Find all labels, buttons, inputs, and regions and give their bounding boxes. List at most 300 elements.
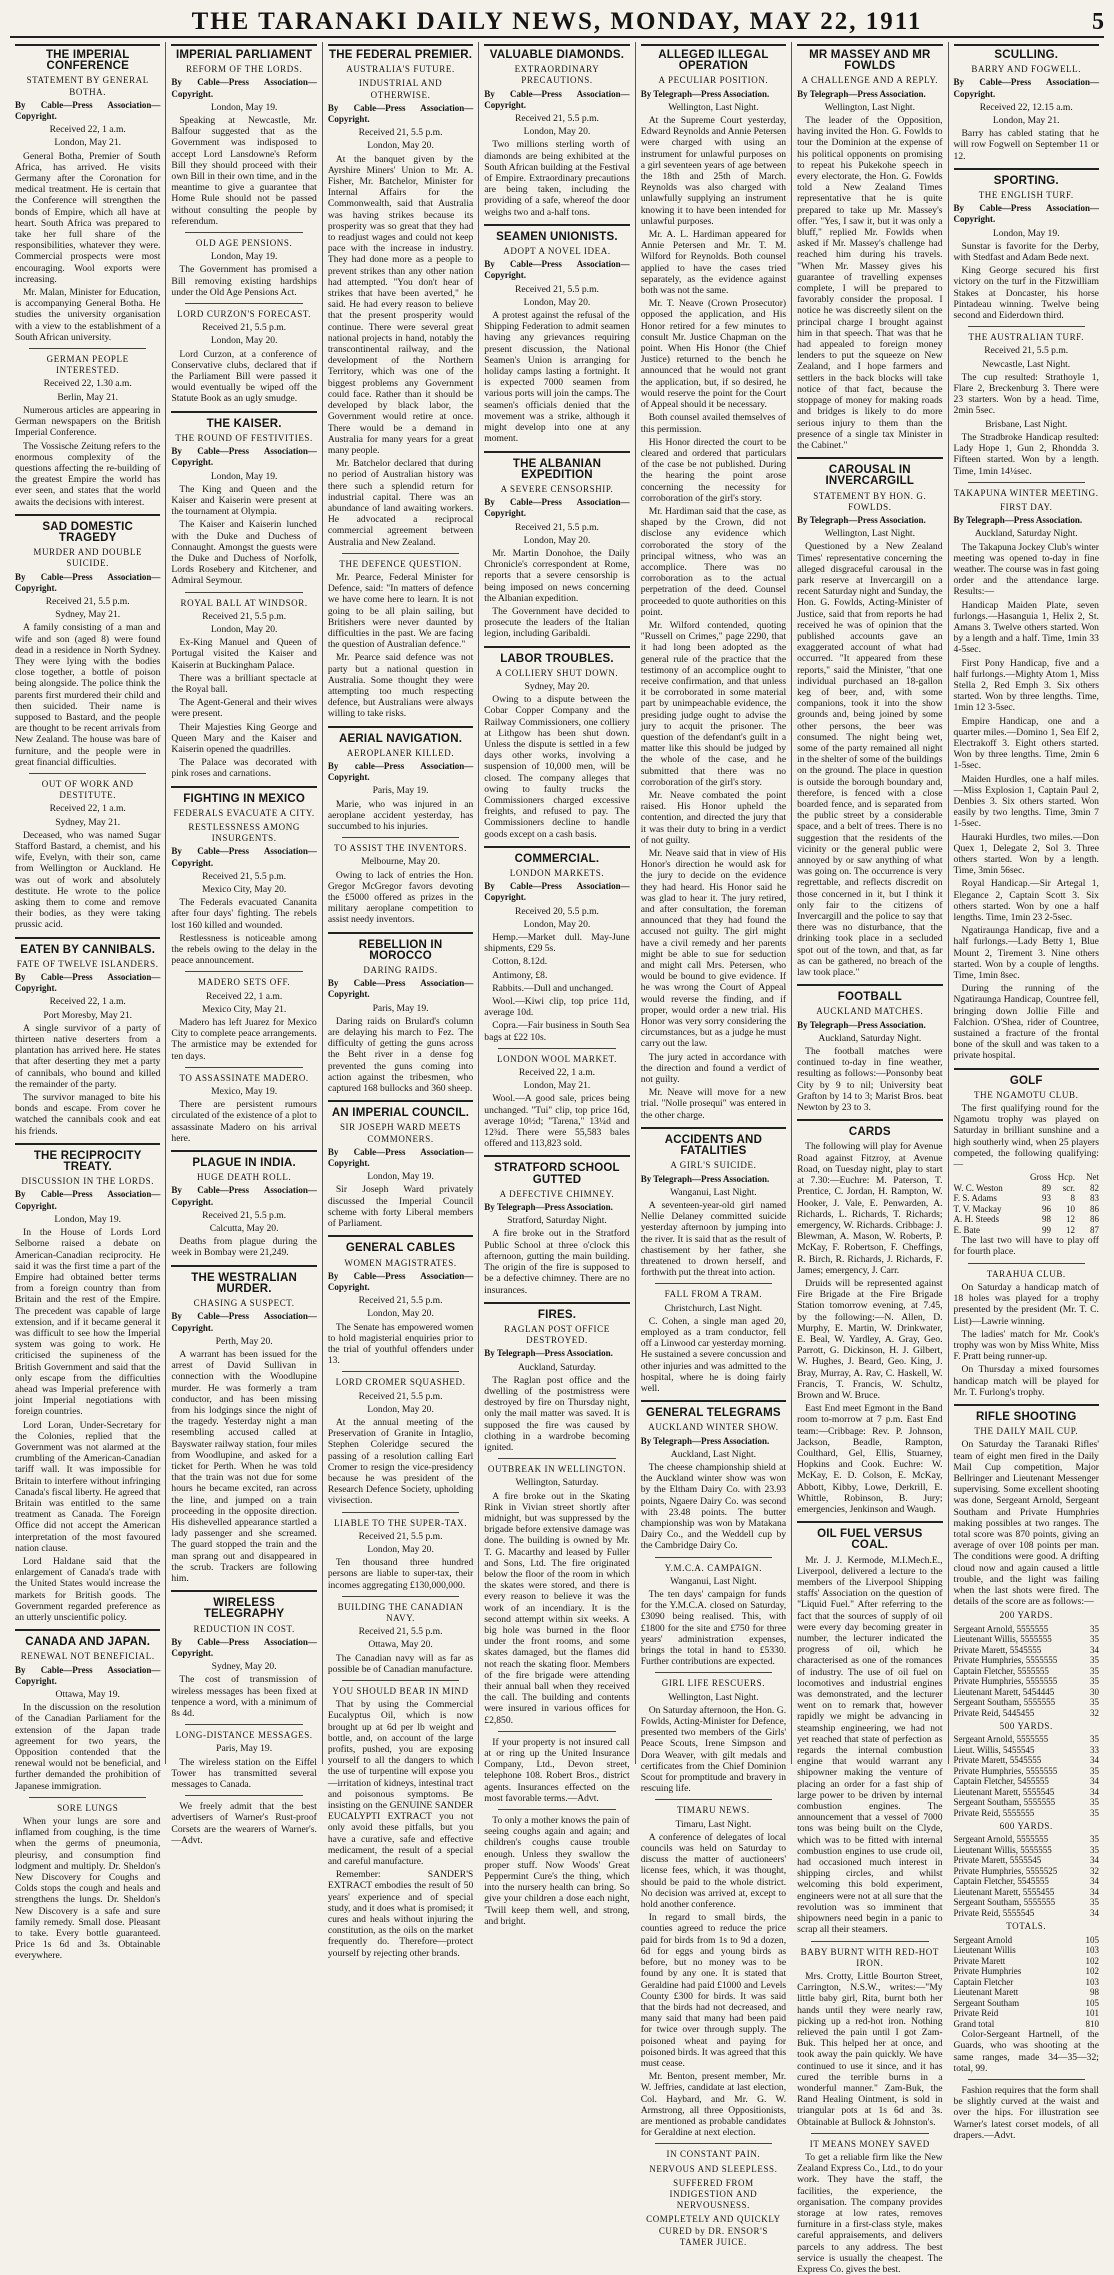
dateline: Wanganui, Last Night. xyxy=(670,1186,757,1198)
section-divider xyxy=(797,457,942,459)
section-divider xyxy=(641,1400,786,1402)
results-cell: F. S. Adams xyxy=(953,1193,997,1204)
section-divider xyxy=(15,514,160,516)
results-cell: 35 xyxy=(1089,1807,1099,1818)
article-paragraph: Wool.—Kiwi clip, top price 11d, average 10d. xyxy=(484,996,630,1019)
article-subheading: RAGLAN POST OFFICE DESTROYED. xyxy=(504,1323,610,1346)
section-divider xyxy=(328,1235,473,1237)
results-cell: 34 xyxy=(1089,1876,1099,1887)
article-paragraph: The Agent-General and their wives were present. xyxy=(171,697,317,720)
article-subheading: Y.M.C.A. CAMPAIGN. xyxy=(664,1562,763,1573)
article-paragraph: Mr. Neave will move for a new trial. "Nolle prosequi" was entered in the other charge. xyxy=(640,1087,787,1121)
results-cell: E. Bate xyxy=(953,1224,981,1235)
results-row xyxy=(954,1908,1099,1919)
article-paragraph: The last two will have to play off for fourth place. xyxy=(953,1235,1099,1258)
results-cell: Sergeant Southam xyxy=(953,1997,1020,2008)
results-cell: Sergeant Southam, 5555555 xyxy=(953,1897,1056,1908)
wire-credit: By Cable—Press Association—Copyright. xyxy=(953,77,1099,99)
article-paragraph: We freely admit that the best advertisers of Warner's Rust-proof Corsets are the wearers of Warner's.—Advt. xyxy=(171,1801,317,1846)
article-paragraph: In the House of Lords Lord Selborne raised a debate on American-Canadian reciprocity. He said it was the first time a part of the Empire had obtained better terms from a foreign country than from Britain and the rest of the Empire. The precedent was capable of large extension, and if it became general it was difficult to see how the Imperial system was going to work. He criticised the supineness of the British Government and said that the only escape from the difficulties ahead was Imperial preference with joint Imperial negotiations with foreign countries. xyxy=(15,1227,161,1418)
results-cell: 33 xyxy=(1089,1744,1099,1755)
article-subheading: 600 YARDS. xyxy=(999,1821,1053,1832)
results-cell: 35 xyxy=(1089,1676,1099,1687)
results-cell: 35 xyxy=(1089,1765,1099,1776)
section-divider xyxy=(484,1302,629,1304)
section-divider xyxy=(484,451,629,453)
dateline: Paris, May 19. xyxy=(216,1743,273,1755)
article-paragraph: To only a mother knows the pain of seeing coughs again and again; and children's coughs cause trouble enough. Unless they swallow the proper stuff. Now Woods' Great Peppermint Cure's the thing, which into the nursery health can bring. So give your children a dose each night, 'Twill keep them well, and strong, and bright. xyxy=(484,1815,630,1927)
results-cell: Grand total xyxy=(953,2018,995,2029)
dateline: Sydney, May 21. xyxy=(55,816,121,828)
dateline: Received 22, 1 a.m. xyxy=(49,124,126,136)
column-2 xyxy=(166,42,322,1846)
results-cell: Captain Fletcher, 5455555 xyxy=(953,1776,1049,1787)
results-row xyxy=(954,1977,1099,1988)
article-subheading: A DEFECTIVE CHIMNEY. xyxy=(499,1188,615,1199)
results-cell: 12 xyxy=(1065,1224,1075,1235)
article-paragraph: Ex-King Manuel and Queen of Portugal visited the Kaiser and Kaiserin at Buckingham Palace. xyxy=(171,637,317,671)
short-rule xyxy=(811,1941,928,1942)
article-subheading: OUT OF WORK AND DESTITUTE. xyxy=(41,778,134,801)
results-row xyxy=(954,1797,1099,1808)
results-cell: Lieutenant Marett, 5454445 xyxy=(953,1686,1055,1697)
article-headline: OIL FUEL VERSUS COAL. xyxy=(817,1528,923,1552)
wire-credit: By Telegraph—Press Association. xyxy=(640,88,770,99)
article-paragraph: The Raglan post office and the dwelling of the postmistress were destroyed by fire on Thursday night, only the mail matter was saved. It is supposed the fire was caused by clothing in a wardrobe becoming ignited. xyxy=(484,1374,630,1453)
article-paragraph: Their Majesties King George and Queen Mary and the Kaiser and Kaiserin opened the quadrilles. xyxy=(171,721,317,755)
article-subheading: GIRL LIFE RESCUERS. xyxy=(661,1678,766,1689)
article-subheading: SUFFERED FROM INDIGESTION AND NERVOUSNESS. xyxy=(669,2177,758,2211)
results-row xyxy=(954,1834,1099,1845)
results-cell: 35 xyxy=(1089,1655,1099,1666)
wire-credit: By Telegraph—Press Association. xyxy=(797,88,926,99)
article-paragraph: In regard to small birds, the counties agreed to reduce the price paid for birds from 1s to 9d a dozen, 6d for eggs and young birds as before, but no money was to be found by any one. It is stated that Geraldine had paid £1000 and Levels County £300 for birds. It was said that the birds had not decreased, and many said that many had been paid for twice over through supply. The poisoned wheat and paying for poisoned birds. It was agreed that this must cease. xyxy=(640,1912,787,2069)
results-cell: 105 xyxy=(1085,1934,1099,1945)
article-paragraph: Marie, who was injured in an aeroplane accident yesterday, has succumbed to his injuries. xyxy=(327,798,474,832)
article-paragraph: The Federals evacuated Cananita after four days' fighting. The rebels lost 160 killed and wounded. xyxy=(171,897,317,931)
article-paragraph: Daring raids on Brulard's column are delaying his march to Fez. The difficulty of getting the guns across the Beht river in a dense fog prevented the guns coming into action against the tribesmen, who captured 168 bullocks and 360 sheep. xyxy=(327,1015,474,1095)
article-paragraph: In the discussion on the resolution of the Canadian Parliament for the extension of the Japan trade agreement for two years, the Opposition contended that the renewal would not be beneficial, and further demanded the prohibition of Japanese immigration. xyxy=(15,1702,161,1792)
article-paragraph: At the Supreme Court yesterday, Edward Reynolds and Annie Petersen were charged with using an instrument for unlawful purposes on a girl seventeen years of age between the 18th and 25th of March. Reynolds was also charged with unlawfully supplying an instrument knowing it to have been intended for unlawful purposes. xyxy=(640,115,787,227)
column-6 xyxy=(792,42,948,2275)
article-headline: ACCIDENTS AND FATALITIES xyxy=(664,1133,763,1158)
dateline: Wellington, Last Night. xyxy=(668,101,759,113)
dateline: Received 21, 5.5 p.m. xyxy=(45,595,130,607)
dateline: Received 22, 12.15 a.m. xyxy=(979,101,1073,113)
results-cell: 89 xyxy=(1041,1182,1051,1193)
results-cell: Private Reid, 5445455 xyxy=(953,1707,1035,1718)
article-subheading: TAKAPUNA WINTER MEETING. xyxy=(953,487,1099,498)
article-paragraph: King George secured his first victory on the turf in the Fitzwilliam Stakes at Doncaster, his horse Pintadeau winning. Twelve being second and Eiderdown third. xyxy=(953,265,1099,322)
wire-credit: By Telegraph—Press Association. xyxy=(640,1435,770,1446)
results-row xyxy=(954,1897,1099,1908)
article-paragraph: The ten days' campaign for funds for the Y.M.C.A. closed on Saturday, £3090 being realised. This, with £1800 for the site and £750 for three years' administration expenses, brings the total in hand to £5330. Further contributions are expected. xyxy=(640,1589,787,1668)
article-paragraph: Hauraki Hurdles, two miles.—Don Quex 1, Delegate 2, Sol 3. Three others started. Won by a length. Time, 3min 56sec. xyxy=(953,831,1099,877)
dateline: Wanganui, Last Night. xyxy=(670,1575,757,1587)
short-rule xyxy=(655,1799,772,1800)
article-headline: THE FEDERAL PREMIER. xyxy=(328,44,473,61)
results-cell: Sergeant Southam, 5555555 xyxy=(953,1697,1056,1708)
section-divider xyxy=(171,1265,316,1267)
article-subheading: NERVOUS AND SLEEPLESS. xyxy=(649,2163,778,2174)
wire-credit: By Cable—Press Association—Copyright. xyxy=(484,259,630,281)
dateline: Christchurch, Last Night. xyxy=(664,1302,763,1314)
article-paragraph: Mr. Benton, present member, Mr. W. Jeffries, candidate at last election, Col. Haybard, and Mr. G. W. Armstrong, all three Oppositionists, are mentioned as probable candidates for Geraldine at next election. xyxy=(640,2071,787,2139)
short-rule xyxy=(342,1371,459,1372)
results-cell: 35 xyxy=(1089,1697,1099,1708)
results-cell: 35 xyxy=(1089,1623,1099,1634)
article-subheading: REDUCTION IN COST. xyxy=(193,1623,295,1634)
article-subheading: AUCKLAND WINTER SHOW. xyxy=(648,1422,779,1433)
section-divider xyxy=(954,1404,1099,1406)
results-row xyxy=(954,1183,1099,1194)
wire-credit: By Cable—Press Association—Copyright. xyxy=(15,1189,161,1211)
results-table xyxy=(954,1834,1099,1918)
article-paragraph: The Palace was decorated with pink roses and carnations. xyxy=(171,757,317,780)
short-rule xyxy=(342,1680,459,1681)
dateline: London, May 19. xyxy=(210,251,278,263)
article-paragraph: Mr. J. J. Kermode, M.I.Mech.E., Liverpool, delivered a lecture to the members of the Liverpool Shipping staffs' Association on the question of "Liquid Fuel." After referring to the fact that the sources of supply of oil were every day becoming greater in number, the lecturer indicated the progress of oil, which he characterised as one of the romances of industry. The use of oil fuel on locomotives and industrial engines was demonstrated, and the lecturer went on to remark that, however rapidly we might be advancing in steamship engineering, we had not yet reached that state of perfection as regards the internal combustion engine that would warrant any shipowner making the venture of placing an order for a fast ship of large power to be driven by internal combustion engines. The announcement that a vessel of 7000 tons was being built on the Clyde, which was to be fitted with internal combustion engines to use crude oil, had occasioned much interest in shipping circles, and whilst welcoming this bold experiment, engineers were not at all sure that the revolution was so imminent that shipowners need begin in a panic to scrap all their steamers. xyxy=(797,1554,943,1936)
short-rule xyxy=(655,1672,772,1673)
article-subheading: A COLLIERY SHUT DOWN. xyxy=(495,667,619,678)
dateline: Wellington, Saturday. xyxy=(515,1477,599,1489)
results-cell: 103 xyxy=(1085,1976,1099,1987)
dateline: London, May 21. xyxy=(992,115,1060,127)
wire-credit: By Telegraph—Press Association. xyxy=(484,1202,613,1213)
short-rule xyxy=(29,348,146,349)
article-paragraph: The following will play for Avenue Road against Fitzroy, at Avenue Road, on Tuesday night, play to start at 7.30:—Euchre: M. Paterson, T. Prentice, C. Jordan, H. Rampton, W. Hooker, J. Vale, E. Penwarden, A. Richards, L. Richards, T. Richards; emergency, W. Richards. Cribbage: J. Blewman, A. Mason, W. Roberts, P. McKay, F. Robertson, F. Cheffings, R. Birch, R. Richards, J. Richards, F. James; emergency, J. Carr. xyxy=(797,1141,943,1276)
wire-credit: By Cable—Press Association—Copyright. xyxy=(171,1311,317,1333)
article-paragraph: The Stradbroke Handicap resulted: Lady Hope 1, Gun 2, Rhondda 3. Fifteen started. Won by a length. Time, 1min 14¼sec. xyxy=(953,431,1099,477)
article-paragraph: That by using the Commercial Eucalyptus Oil, which is now brought up at 6d per lb weight and bottle, and, on account of the large profits, pushed, you are exposing yourself to all the dangers to which the use of turpentine will expose you—irritation of kidneys, intestinal tract and poisonous symptoms. Be insisting on the GENUINE SANDER EUCALYPTI EXTRACT you not only avoid these pitfalls, but you have a curative, safe and effective medicament, the result of a special and careful manufacture. xyxy=(327,1699,474,1868)
dateline: Received 21, 5.5 p.m. xyxy=(515,113,599,125)
short-rule xyxy=(655,1283,772,1284)
article-subheading: TO ASSIST THE INVENTORS. xyxy=(334,843,467,854)
article-paragraph: Deceased, who was named Sugar Stafford Bastard, a chemist, and his wife, Evelyn, with their son, came from Wellington or Auckland. He was out of work and absolutely destitute. He wrote to the police asking them to come and remove their bodies, as they were taking prussic acid. xyxy=(15,829,161,931)
article-paragraph: First Pony Handicap, five and a half furlongs.—Mighty Atom 1, Miss Stella 2, Red Emph 3. Six others started. Won by three lengths. Time, 1min 12 3-5sec. xyxy=(953,657,1099,714)
article-headline: THE WESTRALIAN MURDER. xyxy=(191,1271,297,1295)
article-paragraph: Madero has left Juarez for Mexico City to complete peace arrangements. The armistice may be extended for ten days. xyxy=(171,1017,317,1062)
article-subheading: OLD AGE PENSIONS. xyxy=(195,238,293,249)
results-cell: Private Marett, 5545555 xyxy=(953,1755,1042,1766)
article-subheading: HUGE DEATH ROLL. xyxy=(196,1172,292,1183)
article-headline: CANADA AND JAPAN. xyxy=(25,1636,151,1649)
article-headline: SCULLING. xyxy=(954,44,1099,61)
section-divider xyxy=(484,846,629,848)
dateline: Sydney, May 21. xyxy=(55,609,121,621)
results-row xyxy=(954,1845,1099,1856)
results-table xyxy=(954,1624,1099,1719)
article-paragraph: The football matches were continued to-day in fine weather, resulting as follows:—Ponsonby beat City by 9 to nil; University beat Grafton by 14 to 3; Marist Bros. beat Newton by 23 to 3. xyxy=(797,1046,943,1114)
results-row xyxy=(954,1755,1099,1766)
results-cell: 86 xyxy=(1089,1214,1099,1225)
article-paragraph: A fire broke out in the Skating Rink in Vivian street shortly after midnight, but was suppressed by the brigade before extensive damage was done. The building is owned by Mr. T. G. Macarthy and leased by Fuller and Sons, Ltd. The fire originated below the floor of the room in which the skates were stored, and there is every reason to believe it was the work of an incendiary. It is the second attempt within six weeks. A big hole was burned in the floor under the front rooms, and some skates damaged, but the flames did not reach the skating floor. Members of the fire brigade were attending their annual ball when they received the call. The building and contents were insured in various offices for £2,850. xyxy=(484,1490,630,1726)
results-cell: T. V. Mackay xyxy=(953,1203,1002,1214)
article-headline: GENERAL TELEGRAMS xyxy=(645,1407,781,1420)
dateline: Berlin, May 21. xyxy=(57,391,119,403)
article-paragraph: Mr. A. L. Hardiman appeared for Annie Petersen and Mr. T. M. Wilford for Reynolds. Both counsel applied to have the cases tried separately, as the evidence against both was not the same. xyxy=(640,229,787,297)
wire-credit: By Telegraph—Press Association. xyxy=(640,1173,770,1184)
page-number: 5 xyxy=(1092,9,1104,35)
article-paragraph: The Government has promised a Bill removing existing hardships under the Old Age Pensions Act. xyxy=(171,264,317,298)
wire-credit: By Cable—Press Association—Copyright. xyxy=(15,1664,161,1686)
section-divider xyxy=(171,411,316,413)
short-rule xyxy=(185,1795,302,1796)
short-rule xyxy=(342,553,459,554)
dateline: London, May 19. xyxy=(992,227,1060,239)
results-cell: Private Humphries, 5555525 xyxy=(953,1865,1058,1876)
column-4 xyxy=(479,42,635,1927)
article-subheading: THE ENGLISH TURF. xyxy=(978,190,1074,201)
results-row xyxy=(954,1225,1099,1236)
dateline: Stratford, Saturday Night. xyxy=(507,1215,607,1227)
dateline: Wellington, Last Night. xyxy=(824,528,915,540)
dateline: Sydney, May 20. xyxy=(211,1661,277,1673)
article-paragraph: His Honor directed the court to be cleared and ordered that particulars of the case be not published. During the hearing the point arose concerning the necessity for corroboration of the girl's story. xyxy=(640,436,787,504)
dateline: Received 21, 5.5 p.m. xyxy=(515,521,599,533)
article-paragraph: There was a brilliant spectacle at the Royal ball. xyxy=(171,672,317,695)
results-cell: 35 xyxy=(1089,1634,1099,1645)
article-paragraph: To get a reliable firm like the New Zealand Express Co., Ltd., to do your work. They have the staff, the facilities, the experience, the organisation. The company provides storage at low rates, removes furniture in a first-class style, makes careful appraisements, and delivers parcels to any address. The best service is usually the cheapest. The Express Co. gives the best. xyxy=(797,2151,943,2275)
article-paragraph: A fire broke out in the Stratford Public School at three o'clock this afternoon, gutting the main building. The origin of the fire is supposed to be a defective chimney. There are no insurances. xyxy=(484,1228,630,1296)
article-headline: GOLF xyxy=(1009,1074,1043,1087)
wire-credit: By Cable—Press Association—Copyright. xyxy=(327,1146,474,1169)
wire-credit: By Cable—Press Association—Copyright. xyxy=(484,88,630,110)
article-subheading: OUTBREAK IN WELLINGTON. xyxy=(487,1464,627,1475)
article-paragraph: Restlessness is noticeable among the rebels owing to the delay in the peace announcement. xyxy=(171,932,317,967)
section-divider xyxy=(797,984,942,986)
article-subheading: AUCKLAND MATCHES. xyxy=(816,1006,924,1017)
results-cell: 82 xyxy=(1089,1182,1099,1193)
short-rule xyxy=(185,1724,302,1725)
article-subheading: BUILDING THE CANADIAN NAVY. xyxy=(337,1601,464,1623)
results-cell: 93 xyxy=(1041,1193,1051,1204)
article-headline: CAROUSAL IN INVERCARGILL xyxy=(825,464,915,488)
dateline: Paris, May 19. xyxy=(372,785,429,797)
dateline: London, May 19. xyxy=(210,101,278,113)
article-subheading: RESTLESSNESS AMONG INSURGENTS. xyxy=(188,821,300,844)
results-table xyxy=(954,1935,1099,2030)
results-cell: 34 xyxy=(1089,1776,1099,1787)
results-cell: 98 xyxy=(1089,1987,1099,1998)
dateline: London, May 20. xyxy=(367,140,434,152)
wire-credit: By Cable—Press Association—Copyright. xyxy=(953,203,1099,225)
article-headline: IMPERIAL PARLIAMENT xyxy=(171,44,316,61)
column-7 xyxy=(949,42,1104,2141)
section-divider xyxy=(328,1100,473,1102)
dateline: Received 21, 5.5 p.m. xyxy=(984,345,1069,357)
short-rule xyxy=(498,1458,615,1459)
results-cell: 34 xyxy=(1089,1755,1099,1766)
dateline: Received 20, 5.5 p.m. xyxy=(515,905,599,917)
wire-credit: By Telegraph—Press Association. xyxy=(797,514,926,525)
dateline: Wellington, Last Night. xyxy=(668,1691,759,1703)
article-paragraph: Mrs. Crotty, Little Bourton Street, Carrington, N.S.W., writes:—"My little baby girl, Rita, burnt both her hands until they were nearly raw, picking up a red-hot iron. Nothing relieved the pain until I got Zam-Buk. This helped her at once, and took away the pain quickly. We have continued to use it since, and it has cured the terrible burns in a wonderful manner." Zam-Buk, the Rand Healing Ointment, is sold in triangular pots at 1s 6d and 3s. Obtainable at Bullock & Johnston's. xyxy=(797,1970,943,2128)
article-paragraph: Handicap Maiden Plate, seven furlongs.—Hasanguia 1, Helix 2, St. Amans 3. Twelve others started. Won by a length and a half. Time, 1min 33 4-5sec. xyxy=(953,599,1099,656)
article-paragraph: Royal Handicap.—Sir Artegal 1, Elegance 2, Captain Scott 3. Six others started. Won by one a half lengths. Time, 1min 23 2-5sec. xyxy=(953,878,1099,924)
wire-credit: By Telegraph—Press Association. xyxy=(484,1348,613,1359)
short-rule xyxy=(342,1512,459,1513)
results-cell: Private Humphries xyxy=(953,1966,1022,1977)
article-subheading: TIMARU NEWS. xyxy=(677,1805,750,1816)
results-cell: 30 xyxy=(1089,1686,1099,1697)
article-headline: STRATFORD SCHOOL GUTTED xyxy=(494,1162,620,1186)
results-cell: Sergeant Arnold, 5555555 xyxy=(953,1623,1049,1634)
results-cell: 32 xyxy=(1089,1865,1099,1876)
article-subheading: THE NGAMOTU CLUB. xyxy=(974,1089,1079,1100)
dateline: Mexico, May 19. xyxy=(211,1086,278,1098)
dateline: Received 22, 1 a.m. xyxy=(518,1067,596,1079)
dateline: Mexico City, May 21. xyxy=(201,1003,287,1015)
article-subheading: GERMAN PEOPLE INTERESTED. xyxy=(46,354,129,376)
dateline: Received 21, 5.5 p.m. xyxy=(515,283,599,295)
article-subheading: DISCUSSION IN THE LORDS. xyxy=(21,1176,155,1187)
dateline: London, May 20. xyxy=(523,126,591,138)
article-headline: FIRES. xyxy=(537,1308,577,1321)
article-headline: RIFLE SHOOTING xyxy=(975,1410,1077,1423)
article-paragraph: Wool.—A good sale, prices being unchanged. "Tui" clip, top price 16d, average 10½d; "Tarena," 13¼d and 12¾d. There were 55,583 bales offered and 113,823 sold. xyxy=(484,1093,630,1150)
article-paragraph: Deaths from plague during the week in Bombay were 21,249. xyxy=(171,1236,317,1259)
short-rule xyxy=(498,1731,615,1732)
article-paragraph: Numerous articles are appearing in German newspapers on the British Imperial Conference. xyxy=(15,404,161,439)
article-headline: GENERAL CABLES xyxy=(345,1242,456,1255)
article-headline: CARDS xyxy=(848,1126,891,1139)
results-cell: Net xyxy=(1085,1172,1099,1183)
wire-credit: By Cable—Press Association—Copyright. xyxy=(484,881,630,903)
dateline: London, May 20. xyxy=(367,1403,434,1415)
article-paragraph: The ladies' match for Mr. Cook's trophy was won by Miss White, Miss F. Pratt being runner-up. xyxy=(953,1328,1099,1363)
article-headline: VALUABLE DIAMONDS. xyxy=(484,44,629,61)
results-row xyxy=(954,1966,1099,1977)
article-paragraph: Sir Joseph Ward privately discussed the Imperial Council scheme with forty Liberal members of Parliament. xyxy=(327,1184,474,1230)
article-headline: REBELLION IN MOROCCO xyxy=(358,938,443,962)
dateline: London, May 20. xyxy=(210,335,278,347)
section-divider xyxy=(328,726,473,728)
wire-credit: By Cable—Press Association—Copyright. xyxy=(327,1270,474,1292)
dateline: Auckland, Last Night. xyxy=(670,1448,757,1460)
results-row xyxy=(954,1745,1099,1756)
dateline: Paris, May 19. xyxy=(372,1002,429,1014)
article-paragraph: Mr. Pearce, Federal Minister for Defence, said: "In matters of defence we have come here to learn. It is not going to be all plain sailing, but Britishers were never daunted by difficulties in the past. We are facing the question of Australian defence." xyxy=(327,571,474,651)
dateline: Received 21, 5.5 p.m. xyxy=(358,1530,443,1542)
results-cell: Private Reid, 5555545 xyxy=(953,1907,1035,1918)
article-paragraph: The wireless station on the Eiffel Tower has transmitted several messages to Canada. xyxy=(171,1756,317,1791)
article-paragraph: The Vossische Zeitung refers to the enormous complexity of the questions affecting the re-building of the greatest Empire the world has ever seen, and states that the world awaits the decisions with interest. xyxy=(15,440,161,508)
results-cell: W. C. Weston xyxy=(953,1182,1003,1193)
article-paragraph: Mr. Neave said that in view of His Honor's direction he would ask for the jury to decide on the evidence they had heard. His Honor said he was glad to hear it. The jury retired, and after consultation, the foreman announced that they had found the accused not guilty. The girl might have a civil remedy and her parents might be able to sue for seduction and might call Mrs. Petersen, who would be bound to give evidence. If he was wrong the Court of Appeal would reverse the finding, and if proper, would order a new trial. His Honor was very sorry considering the circumstances, but as a judge he must carry out the law. xyxy=(640,848,787,1050)
article-subheading: REFORM OF THE LORDS. xyxy=(185,64,303,75)
dateline: Received 21, 5.5 p.m. xyxy=(202,322,287,334)
results-cell: Private Marett, 5545555 xyxy=(953,1644,1042,1655)
article-paragraph: Lord Curzon, at a conference of Conservative clubs, declared that if the Parliament Bill were passed it would eventually be wiped off the Statute Book as an ugly smudge. xyxy=(171,348,317,405)
article-headline: SEAMEN UNIONISTS. xyxy=(496,230,618,243)
results-cell: Private Humphries, 5555555 xyxy=(953,1676,1058,1687)
article-paragraph: Mr. Malan, Minister for Education, is accompanying General Botha. He studies the university organisation with a view to the establishment of a South African university. xyxy=(15,287,161,343)
article-subheading: BARRY AND FOGWELL. xyxy=(971,64,1082,75)
results-row xyxy=(954,1887,1099,1898)
article-subheading: FIRST DAY. xyxy=(1000,501,1053,512)
article-subheading: THE DEFENCE QUESTION. xyxy=(339,558,462,569)
article-paragraph: Sunstar is favorite for the Derby, with Stedfast and Adam Bede next. xyxy=(953,240,1099,264)
wire-credit: By Telegraph—Press Association. xyxy=(797,1019,926,1030)
article-subheading: A PECULIAR POSITION. xyxy=(658,75,769,86)
results-cell: 810 xyxy=(1085,2018,1099,2029)
results-cell: Captain Fletcher, 5545555 xyxy=(953,1876,1049,1887)
article-subheading: EXTRAORDINARY PRECAUTIONS. xyxy=(514,64,600,86)
dateline: Newcastle, Last Night. xyxy=(982,358,1071,370)
short-rule xyxy=(968,326,1085,327)
results-row xyxy=(954,1876,1099,1887)
results-cell: 98 xyxy=(1041,1214,1051,1225)
dateline: London, May 20. xyxy=(367,1308,434,1320)
article-paragraph: A seventeen-year-old girl named Nellie Delaney committed suicide yesterday afternoon by jumping into the river. It is said that as the result of chastisement by her father, she threatened to drown herself, and forthwith put the threat into action. xyxy=(640,1199,787,1279)
article-paragraph: The cheese championship shield at the Auckland winter show was won by the Eltham Dairy Co. with 23.93 points, Ngaere Dairy Co. was second with 23.48 points. The butter championship was won by Matakana Dairy Co., and the Weddell cup by the Cambridge Dairy Co. xyxy=(640,1461,787,1552)
results-cell: 87 xyxy=(1089,1224,1099,1235)
dateline: Received 22, 1 a.m. xyxy=(49,996,126,1008)
article-paragraph: Lord Loran, Under-Secretary for the Colonies, replied that the Government was not alarmed at the crumbling of the American-Canadian tariff wall. It was impossible for Britain to interfere without infringing Canada's fiscal liberty. He agreed that Britain was entitled to the same treatment as Canada. The Foreign Office did not accept the American interpretation of the most favoured nation clause. xyxy=(15,1419,161,1554)
article-subheading: YOU SHOULD BEAR IN MIND xyxy=(332,1686,469,1696)
section-divider xyxy=(15,937,160,939)
wire-credit: By Cable—Press Association—Copyright. xyxy=(171,846,317,868)
article-paragraph: Mr. T. Neave (Crown Prosecutor) opposed the application, and His Honor retired for a few minutes to consult Mr. Justice Chapman on the point. When His Honor (the Chief Justice) returned to the bench he announced that he would not grant the application, but, if so desired, he would reserve the point for the Court of Appeal should it be necessary. xyxy=(640,298,787,411)
article-subheading: STATEMENT BY HON. G. FOWLDS. xyxy=(813,490,927,512)
wire-credit: By Cable—Press Association—Copyright. xyxy=(15,571,161,593)
wire-credit: By Cable—Press Association—Copyright. xyxy=(15,972,161,994)
results-row xyxy=(954,1998,1099,2009)
short-rule xyxy=(342,1596,459,1597)
article-paragraph: Owing to a dispute between the Cobar Copper Company and the Railway Commissioners, one colliery at Lithgow has been shut down. Unless the dispute is settled in a few days other works, involving a suspension of 10,000 men, will be closed. The company alleges that owing to faulty trucks the Commissioners charged excessive freights, and refused to pay. The Commissioners decline to handle goods except on a cash basis. xyxy=(484,694,630,840)
section-divider xyxy=(484,646,629,648)
results-row xyxy=(954,1634,1099,1645)
results-row xyxy=(954,1687,1099,1698)
results-row xyxy=(954,1172,1099,1183)
article-headline: EATEN BY CANNIBALS. xyxy=(20,943,156,956)
article-subheading: LONG-DISTANCE MESSAGES. xyxy=(175,1730,313,1741)
dateline: London, May 20. xyxy=(523,918,591,930)
article-paragraph: A family consisting of a man and wife and son (aged 8) were found dead in a residence in North Sydney. They were lying with the bodies close together, a bottle of poison being alongside. The police think the parents first murdered their child and then suicided. Their name is supposed to Bastard, and the people are thought to be recent arrivals from New Zealand. The house was bare of furniture, and the people were in great financial difficulties. xyxy=(15,622,161,768)
article-headline: WIRELESS TELEGRAPHY xyxy=(203,1597,285,1621)
results-cell: 105 xyxy=(1085,1997,1099,2008)
results-cell: 96 xyxy=(1041,1203,1051,1214)
results-cell: 10 xyxy=(1065,1203,1075,1214)
article-subheading: WOMEN MAGISTRATES. xyxy=(344,1257,457,1268)
results-row xyxy=(954,1866,1099,1877)
short-rule xyxy=(968,2079,1085,2080)
dateline: Timaru, Last Night. xyxy=(675,1818,752,1830)
results-cell: 34 xyxy=(1089,1855,1099,1866)
dateline: Auckland, Saturday Night. xyxy=(818,1032,922,1044)
article-paragraph: At the banquet given by the Ayrshire Miners' Union to Mr. A. Fisher, Mr. Batchelor, Minister for Internal Affairs for the Commonwealth, said that Australia was having strikes because its prosperity was so great that they had to readjust wages and could not keep pace with the increase in industry. They had done more as a people to prevent strikes than any other nation had attempted. "You don't hear of strikes that have been averted," he said. He had every reason to believe that the present prosperity would continue. There were several great national projects in hand, notably the transcontinental railway, and the development of the Northern Territory, which was one of the biggest problems any Government could face. Rather than it should be developed by black labor, the Government would retire at once. There would be a demand in Australia for many years for a great many people. xyxy=(327,153,474,456)
short-rule xyxy=(655,2143,772,2144)
article-subheading: 200 YARDS. xyxy=(999,1610,1053,1621)
short-rule xyxy=(342,837,459,838)
article-paragraph: If your property is not insured call at or ring up the United Insurance Company, Ltd., Devon street, telephone 108. Robert Bros., district agents. Insurances effected on the most favorable terms.—Advt. xyxy=(484,1736,630,1804)
wire-credit: By Cable—Press Association—Copyright. xyxy=(15,99,161,122)
article-subheading: FALL FROM A TRAM. xyxy=(664,1289,763,1300)
dateline: London, May 19. xyxy=(54,1213,122,1225)
results-cell: Private Humphries, 5555555 xyxy=(953,1655,1058,1666)
wire-credit: By Cable—Press Association—Copyright. xyxy=(327,102,474,125)
article-subheading: LIABLE TO THE SUPER-TAX. xyxy=(333,1517,468,1528)
dateline: Received 21, 5.5 p.m. xyxy=(202,870,287,882)
results-row xyxy=(954,1787,1099,1798)
results-cell: Lieutenant Willis, 5555555 xyxy=(953,1634,1052,1645)
article-paragraph: Maiden Hurdles, one a half miles.—Miss Explosion 1, Captain Paul 2, Denbies 3. Six others started. Won easily by two lengths. Time, 3min 7 1-5sec. xyxy=(953,773,1099,830)
results-cell: Private Marett xyxy=(953,1955,1006,1966)
article-paragraph: A warrant has been issued for the arrest of David Sullivan in connection with the Woodlupine murder. He was formerly a tram conductor, and has been missing from his lodgings since the night of the tragedy. Yesterday night a man resembling accused called at Bayswater railway station, four miles from Woodlupine, and asked for a ticket for Perth. When he was told that the train was not due for some hours he became excited, ran across the line, and jumped on a train proceeding in the opposite direction. His dishevelled appearance startled a lady passenger and she screamed. The guard stopped the train and the man sprang out and disappeared in the scrub. Trackers are following him. xyxy=(171,1348,317,1584)
results-row xyxy=(954,1855,1099,1866)
article-subheading: LONDON WOOL MARKET. xyxy=(496,1053,617,1064)
